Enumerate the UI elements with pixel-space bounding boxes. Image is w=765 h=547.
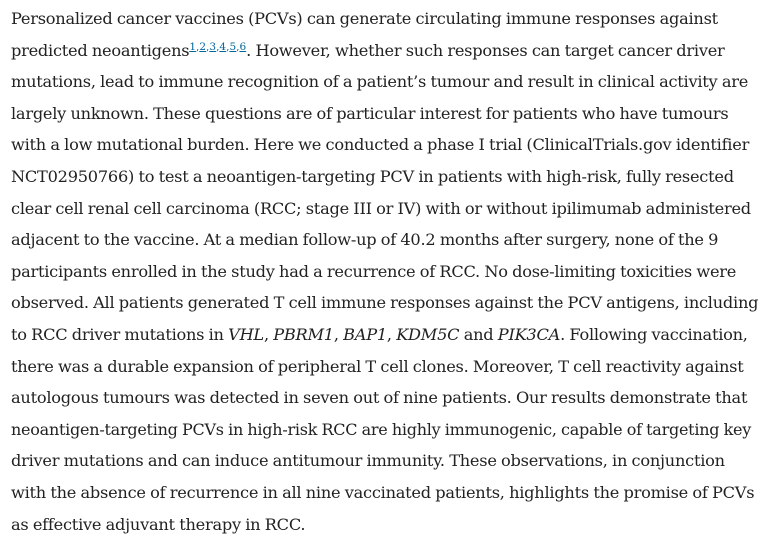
gene-pik3ca: PIK3CA <box>497 324 561 344</box>
gene-kdm5c: KDM5C <box>396 324 460 344</box>
reference-link-6[interactable]: 6 <box>239 40 247 53</box>
reference-link-5[interactable]: 5 <box>229 40 237 53</box>
abstract-line-16: with the absence of recurrence in all nine vaccinated patients, highlights the promise of PCVs <box>11 482 755 502</box>
reference-list: 1,2,3,4,5,6 <box>189 40 247 53</box>
abstract-line-9: participants enrolled in the study had a recurrence of RCC. No dose-limiting toxicities were <box>11 261 737 281</box>
abstract-line-5: with a low mutational burden. Here we conducted a phase I trial (ClinicalTrials.gov identifier <box>11 135 750 155</box>
abstract-line-11-start: to RCC driver mutations in <box>11 324 229 344</box>
abstract-line-2-start: predicted neoantigens <box>11 40 190 60</box>
gene-pbrm1: PBRM1 <box>273 324 334 344</box>
abstract-line-6: NCT02950766) to test a neoantigen-targeting PCV in patients with high-risk, fully resected <box>11 166 734 186</box>
abstract-line-2 <box>11 35 759 67</box>
gene-separator: , <box>333 324 344 344</box>
gene-separator: and <box>459 324 498 344</box>
gene-vhl: VHL <box>228 324 264 344</box>
abstract-line-15: driver mutations and can induce antitumour immunity. These observations, in conjunction <box>11 451 725 471</box>
abstract-line-12: there was a durable expansion of peripheral T cell clones. Moreover, T cell reactivity against <box>11 356 744 376</box>
abstract-line-8: adjacent to the vaccine. At a median follow-up of 40.2 months after surgery, none of the 9 <box>11 230 719 250</box>
reference-link-3[interactable]: 3 <box>209 40 217 53</box>
abstract-line-1: Personalized cancer vaccines (PCVs) can generate circulating immune responses against <box>11 9 718 28</box>
gene-separator: , <box>386 324 397 344</box>
abstract-line-10: observed. All patients generated T cell immune responses against the PCV antigens, including <box>11 293 759 313</box>
gene-separator: , <box>263 324 274 344</box>
reference-link-2[interactable]: 2 <box>199 40 207 53</box>
abstract-line-4: largely unknown. These questions are of particular interest for patients who have tumours <box>11 103 729 123</box>
abstract-line-13: autologous tumours was detected in seven out of nine patients. Our results demonstrate that <box>11 388 748 408</box>
abstract-line-2-end: . However, whether such responses can target cancer driver <box>246 40 725 60</box>
abstract-line-11 <box>11 319 759 351</box>
reference-link-4[interactable]: 4 <box>219 40 227 53</box>
reference-link-1[interactable]: 1 <box>189 40 196 53</box>
abstract-line-7: clear cell renal cell carcinoma (RCC; stage III or IV) with or without ipilimumab administered <box>11 198 751 218</box>
abstract-line-14: neoantigen-targeting PCVs in high-risk RCC are highly immunogenic, capable of targeting key <box>11 419 752 439</box>
abstract-line-11-end: . Following vaccination, <box>560 324 748 344</box>
abstract-line-17: as effective adjuvant therapy in RCC. <box>11 514 306 534</box>
abstract-line-3: mutations, lead to immune recognition of a patient’s tumour and result in clinical activity are <box>11 72 749 92</box>
gene-bap1: BAP1 <box>343 324 387 344</box>
